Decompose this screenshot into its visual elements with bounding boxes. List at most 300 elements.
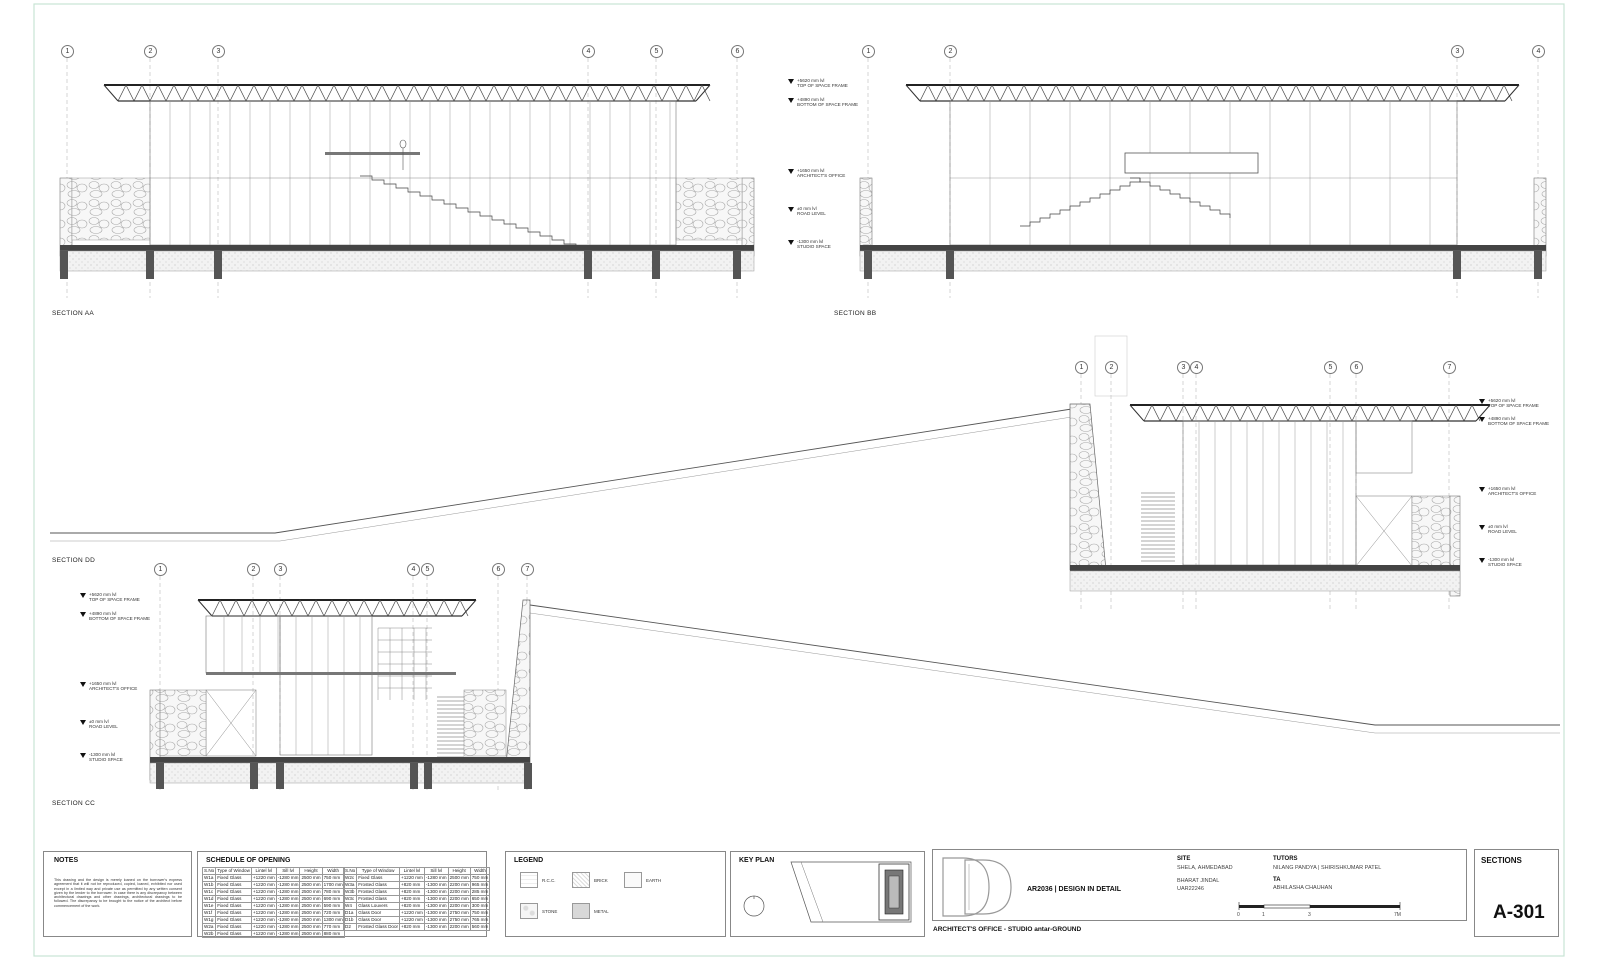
schedule-cell: W1c <box>203 889 216 896</box>
schedule-cell: Frosted Glass <box>357 896 400 903</box>
cc-mullions <box>224 616 278 673</box>
scale-bar <box>1233 898 1433 922</box>
schedule-cell: 2200 mm <box>449 896 469 901</box>
level-marker <box>89 592 140 603</box>
grid-line-3: 3 <box>1177 361 1190 374</box>
keyplan-drawing <box>731 852 924 936</box>
schedule-cell: Fixed Glass <box>216 917 252 924</box>
level-value: -1300 mm lvl <box>797 239 824 244</box>
schedule-cell: -1280 mm <box>277 903 299 908</box>
schedule-header: Sill lvl <box>276 868 300 875</box>
schedule-row <box>203 931 345 938</box>
schedule-cell: -1280 mm <box>277 875 299 880</box>
level-value: ±0 mm lvl <box>1488 524 1508 529</box>
aa-footing <box>146 251 154 279</box>
grid-line-4: 4 <box>1532 45 1545 58</box>
schedule-row <box>203 910 345 917</box>
schedule-cell: W3b <box>344 889 357 896</box>
aa-wall-left <box>60 178 72 256</box>
section-aa-label: SECTION AA <box>52 310 95 317</box>
grid-line-6: 6 <box>1350 361 1363 374</box>
cc-mullions <box>296 616 360 755</box>
sheet-border <box>34 4 1564 956</box>
schedule-header: S.No <box>204 868 215 873</box>
schedule-row <box>344 917 490 924</box>
level-marker <box>797 239 831 250</box>
aa-footing <box>60 251 68 279</box>
level-value: +4890 mm lvl <box>1488 416 1516 421</box>
sheet-number: A-301 <box>1493 902 1545 923</box>
level-name: ROAD LEVEL <box>89 724 118 730</box>
schedule-cell: 2500 mm <box>301 931 321 936</box>
schedule-cell: 2200 mm <box>449 903 469 908</box>
grid-line-1: 1 <box>154 563 167 576</box>
aa-footing <box>733 251 741 279</box>
notes-panel <box>43 851 192 937</box>
dd-window <box>1356 421 1412 473</box>
schedule-row <box>203 896 345 903</box>
aa-stone-right <box>676 178 742 240</box>
legend-stone-swatch <box>520 903 538 919</box>
aa-slab <box>60 245 754 251</box>
keyplan-title: KEY PLAN <box>739 857 775 864</box>
notes-text: This drawing and the design is merely loaned on the borrower's express agreement that it will not be reproduced, copied, loaned, exhibited nor used except in a limited way and private use as permitted by any written consent given by the lender to the borrower. In case there is any discrepancy between architectural drawings and other drawings, architectural drawings to be followed. The discrepancy to be brought to the notice of the architect before commencement of the work. <box>54 878 182 908</box>
dd-stone-right <box>1412 496 1450 566</box>
cc-truss-web <box>212 600 468 616</box>
schedule-cell: +820 mm <box>400 924 425 931</box>
grid-line-2: 2 <box>944 45 957 58</box>
schedule-header: Sill lvl <box>424 868 448 875</box>
grid-line-3: 3 <box>212 45 225 58</box>
level-marker <box>89 752 123 763</box>
schedule-cell: +1220 mm <box>252 896 275 901</box>
grid-line-1: 1 <box>1075 361 1088 374</box>
level-value: +4890 mm lvl <box>797 97 825 102</box>
schedule-row <box>344 889 490 896</box>
ta-value: ABHILASHA CHAUHAN <box>1273 885 1333 891</box>
level-value: ±0 mm lvl <box>89 719 109 724</box>
schedule-cell: 2750 mm <box>449 917 469 922</box>
sheet-title-panel <box>1474 849 1559 937</box>
grid-line-5: 5 <box>421 563 434 576</box>
schedule-header: Height <box>448 868 470 875</box>
schedule-cell: +1220 mm <box>401 875 423 880</box>
scale-7: 7M <box>1394 912 1401 918</box>
aa-foundation <box>60 251 754 271</box>
ta-label: TA <box>1273 877 1281 883</box>
level-marker <box>797 168 845 179</box>
cc-foundation <box>150 763 530 783</box>
level-value: +4890 mm lvl <box>89 611 117 616</box>
schedule-cell: 2500 mm <box>301 896 321 901</box>
aa-footing <box>214 251 222 279</box>
student-id: UAR22246 <box>1177 886 1204 892</box>
schedule-cell: Fixed Glass <box>357 875 400 882</box>
schedule-header: Type of Window <box>357 868 400 875</box>
schedule-cell: Frosted Glass Door <box>358 924 399 929</box>
section-dd-label: SECTION DD <box>52 557 96 564</box>
level-marker <box>89 719 118 730</box>
notes-title: NOTES <box>54 857 79 864</box>
level-value: -1300 mm lvl <box>89 752 116 757</box>
schedule-cell: 300 mm <box>471 903 489 908</box>
grid-line-3: 3 <box>274 563 287 576</box>
schedule-cell: D1b <box>344 917 357 924</box>
level-name: TOP OF SPACE FRAME <box>1488 403 1539 409</box>
aa-stone-left <box>72 178 150 240</box>
title-block <box>932 849 1467 921</box>
level-name: ARCHITECT'S OFFICE <box>89 686 138 692</box>
schedule-cell: W3a <box>344 882 357 889</box>
cc-stone-right <box>464 690 506 756</box>
legend-metal-swatch <box>572 903 590 919</box>
legend-stone-label: STONE <box>542 909 558 914</box>
cc-footing <box>250 763 258 789</box>
schedule-cell: -1280 mm <box>277 917 299 922</box>
schedule-cell: 880 mm <box>322 931 344 938</box>
schedule-cell: -1300 mm <box>425 917 447 922</box>
studio-logo <box>937 852 1027 922</box>
bb-slab <box>860 245 1546 251</box>
cc-footing <box>424 763 432 789</box>
schedule-cell: +1220 mm <box>401 917 423 922</box>
grid-line-2: 2 <box>247 563 260 576</box>
schedule-cell: Glass Louvers <box>357 903 400 910</box>
tutors-value: NILANG PANDYA | SHIRISHKUMAR PATEL <box>1273 865 1382 871</box>
schedule-cell: 590 mm <box>322 903 344 910</box>
aa-footing <box>652 251 660 279</box>
level-value: +1650 mm lvl <box>89 681 117 686</box>
schedule-cell: Fixed Glass <box>216 896 252 903</box>
cc-glazing-frame <box>206 616 280 673</box>
schedule-cell: Fixed Glass <box>216 924 252 931</box>
schedule-cell: W1g <box>203 917 216 924</box>
schedule-cell: 2500 mm <box>301 875 321 880</box>
schedule-header: Lintel lvl <box>251 868 276 875</box>
schedule-cell: 770 mm <box>322 924 344 931</box>
schedule-row <box>344 875 490 882</box>
level-name: ARCHITECT'S OFFICE <box>1488 491 1537 497</box>
grid-line-2: 2 <box>1105 361 1118 374</box>
schedule-cell: Fixed Glass <box>216 903 252 910</box>
schedule-row <box>344 882 490 889</box>
cc-louver-grid <box>378 628 432 700</box>
schedule-cell: D1a <box>344 910 357 917</box>
aa-footing <box>584 251 592 279</box>
schedule-row <box>344 910 490 917</box>
schedule-cell: 285 mm <box>471 889 489 894</box>
level-marker <box>89 611 150 622</box>
schedule-cell: +1220 mm <box>252 917 275 922</box>
grid-line-4: 4 <box>582 45 595 58</box>
cc-terrain <box>530 605 1560 725</box>
schedule-cell: 690 mm <box>322 896 344 903</box>
aa-truss-edge <box>104 85 118 101</box>
level-name: TOP OF SPACE FRAME <box>89 597 140 603</box>
cc-footing <box>156 763 164 789</box>
schedule-cell: 2500 mm <box>449 875 469 880</box>
schedule-cell: -1300 mm <box>425 896 447 901</box>
cc-footing <box>410 763 418 789</box>
schedule-cell: +1220 mm <box>252 931 275 936</box>
scale-3: 3 <box>1308 912 1311 918</box>
project-title: ARCHITECT'S OFFICE - STUDIO antar-GROUND <box>933 926 1082 933</box>
schedule-cell: +1220 mm <box>252 882 275 887</box>
level-name: TOP OF SPACE FRAME <box>797 83 848 89</box>
schedule-header: Height <box>300 868 322 875</box>
level-value: +5620 mm lvl <box>1488 398 1516 403</box>
schedule-cell: -1280 mm <box>277 924 299 929</box>
cc-floor <box>206 672 456 675</box>
schedule-cell: 2500 mm <box>301 889 321 894</box>
schedule-cell: 2500 mm <box>301 924 321 929</box>
grid-line-6: 6 <box>731 45 744 58</box>
schedule-cell: 2200 mm <box>449 924 469 929</box>
cc-footing <box>276 763 284 789</box>
schedule-cell: W1b <box>203 882 216 889</box>
schedule-cell: Glass Door <box>357 910 400 917</box>
schedule-row <box>203 882 345 889</box>
schedule-cell: 2500 mm <box>301 910 321 915</box>
dd-truss-edge <box>1130 405 1144 421</box>
schedule-cell: +1220 mm <box>252 924 275 929</box>
schedule-row <box>344 903 490 910</box>
schedule-cell: W1e <box>203 903 216 910</box>
grid-line-7: 7 <box>521 563 534 576</box>
schedule-cell: W2c <box>344 875 357 882</box>
schedule-header: Lintel lvl <box>400 868 425 875</box>
cc-glazing-frame <box>280 616 372 755</box>
cc-footing <box>524 763 532 789</box>
schedule-cell: -1300 mm <box>425 882 447 887</box>
level-value: +5620 mm lvl <box>89 592 117 597</box>
grid-line-4: 4 <box>407 563 420 576</box>
schedule-cell: +820 mm <box>400 889 425 896</box>
level-name: STUDIO SPACE <box>797 244 831 250</box>
grid-line-5: 5 <box>1324 361 1337 374</box>
cc-truss-edge <box>198 600 212 616</box>
schedule-cell: Frosted Glass <box>357 889 400 896</box>
schedule-cell: Fixed Glass <box>216 889 252 896</box>
schedule-row <box>344 896 490 903</box>
schedule-cell: 765 mm <box>471 917 489 922</box>
bb-stair <box>1020 178 1140 226</box>
schedule-cell: Fixed Glass <box>216 931 252 938</box>
schedule-cell: -1300 mm <box>425 889 447 894</box>
schedule-cell: +1220 mm <box>252 903 275 908</box>
legend-brick-label: BRICK <box>594 878 608 883</box>
schedule-cell: W3c <box>344 896 357 903</box>
keyplan-panel <box>730 851 925 937</box>
aa-stair <box>360 176 576 248</box>
legend-rcc-label: R.C.C. <box>542 878 556 883</box>
dd-retaining-wall <box>1070 404 1106 570</box>
level-value: +1650 mm lvl <box>797 168 825 173</box>
schedule-cell: -1280 mm <box>277 896 299 901</box>
schedule-cell: +820 mm <box>400 882 425 889</box>
site-label: SITE <box>1177 856 1191 862</box>
dd-slab <box>1070 565 1460 571</box>
bb-truss-edge <box>906 85 920 101</box>
schedule-row <box>344 924 490 931</box>
schedule-cell: -1300 mm <box>425 924 447 929</box>
schedule-cell: 560 mm <box>471 924 489 929</box>
schedule-cell: -1280 mm <box>277 931 299 936</box>
level-marker <box>1488 557 1522 568</box>
legend-earth-swatch <box>624 872 642 888</box>
schedule-cell: +1220 mm <box>252 889 275 894</box>
schedule-header: Type of Window <box>217 868 250 873</box>
level-marker <box>1488 486 1536 497</box>
schedule-cell: 750 mm <box>471 875 489 880</box>
schedule-header: S.No <box>345 868 356 873</box>
dd-stair <box>1141 493 1175 561</box>
level-name: STUDIO SPACE <box>1488 562 1522 568</box>
schedule-cell: 750 mm <box>322 875 344 882</box>
level-marker <box>1488 524 1517 535</box>
level-value: +1650 mm lvl <box>1488 486 1516 491</box>
sheet-title: SECTIONS <box>1481 856 1522 865</box>
schedule-header: Width <box>322 868 344 875</box>
aa-mullions <box>170 101 670 245</box>
schedule-cell: 2500 mm <box>301 917 321 922</box>
schedule-cell: -1300 mm <box>425 903 447 908</box>
aa-glazing-frame <box>150 101 676 245</box>
dd-foundation <box>1070 571 1460 591</box>
schedule-cell: D2 <box>344 924 357 931</box>
schedule-cell: +1220 mm <box>252 910 275 915</box>
schedule-cell: Glass Door <box>357 917 400 924</box>
bb-truss-web <box>920 85 1512 101</box>
schedule-cell: Fixed Glass <box>216 875 252 882</box>
student-name: BHARAT JINDAL <box>1177 878 1220 884</box>
level-name: BOTTOM OF SPACE FRAME <box>1488 421 1550 427</box>
bb-wall-right <box>1534 178 1546 256</box>
cc-terrain-lower <box>530 613 1560 733</box>
schedule-cell: W2a <box>203 924 216 931</box>
grid-line-1: 1 <box>61 45 74 58</box>
aa-mezzanine <box>325 152 420 155</box>
schedule-cell: 2750 mm <box>449 910 469 915</box>
schedule-cell: 1700 mm <box>323 882 343 887</box>
schedule-header: Width <box>470 868 490 875</box>
site-value: SHELA, AHMEDABAD <box>1177 865 1233 871</box>
schedule-cell: +820 mm <box>400 896 425 903</box>
schedule-cell: W4 <box>344 903 357 910</box>
legend-metal-label: METAL <box>594 909 609 914</box>
legend-earth-label: EARTH <box>646 878 662 883</box>
aa-human-figure <box>400 140 406 148</box>
schedule-title: SCHEDULE OF OPENING <box>206 857 291 864</box>
legend-brick-swatch <box>572 872 590 888</box>
level-name: ROAD LEVEL <box>797 211 826 217</box>
cc-stone-left <box>158 690 206 756</box>
grid-line-2: 2 <box>144 45 157 58</box>
bb-foundation <box>860 251 1546 271</box>
schedule-cell: 780 mm <box>322 889 344 896</box>
scale-1: 1 <box>1262 912 1265 918</box>
dd-mullions <box>1199 421 1343 565</box>
schedule-row <box>203 917 345 924</box>
schedule-row <box>203 903 345 910</box>
aa-wall-right <box>742 178 754 256</box>
schedule-cell: 750 mm <box>471 910 489 915</box>
schedule-cell: 965 mm <box>471 882 489 887</box>
level-marker <box>797 78 848 89</box>
dd-truss-web <box>1144 405 1480 421</box>
schedule-cell: 2500 mm <box>301 903 321 908</box>
dd-terrain <box>50 408 1078 533</box>
schedule-cell: Fixed Glass <box>216 882 252 889</box>
schedule-cell: W1a <box>203 875 216 882</box>
grid-line-1: 1 <box>862 45 875 58</box>
level-name: STUDIO SPACE <box>89 757 123 763</box>
scale-0: 0 <box>1237 912 1240 918</box>
schedule-cell: 650 mm <box>471 896 489 901</box>
schedule-row <box>203 889 345 896</box>
tutors-label: TUTORS <box>1273 856 1298 862</box>
level-marker <box>1488 416 1549 427</box>
schedule-cell: 2500 mm <box>301 882 321 887</box>
level-name: BOTTOM OF SPACE FRAME <box>89 616 151 622</box>
schedule-cell: +1220 mm <box>252 875 275 880</box>
grid-line-4: 4 <box>1190 361 1203 374</box>
level-value: -1300 mm lvl <box>1488 557 1515 562</box>
bb-stair <box>1130 178 1230 218</box>
course-title: AR2036 | DESIGN IN DETAIL <box>1027 886 1122 893</box>
schedule-cell: W1f <box>203 910 216 917</box>
cc-stair <box>437 697 464 757</box>
bb-footing <box>1534 251 1542 279</box>
schedule-cell: W1d <box>203 896 216 903</box>
bb-truss-edge <box>1505 85 1519 101</box>
schedule-row <box>203 924 345 931</box>
grid-line-3: 3 <box>1451 45 1464 58</box>
cc-retaining-wall <box>506 600 530 764</box>
schedule-cell: Fixed Glass <box>216 910 252 917</box>
cc-slab <box>150 757 530 763</box>
schedule-cell: 2200 mm <box>449 882 469 887</box>
schedule-cell: +1220 mm <box>401 910 423 915</box>
grid-line-5: 5 <box>650 45 663 58</box>
level-name: ARCHITECT'S OFFICE <box>797 173 846 179</box>
level-name: BOTTOM OF SPACE FRAME <box>797 102 859 108</box>
legend-rcc-swatch <box>520 872 538 888</box>
level-marker <box>89 681 137 692</box>
schedule-cell: 2200 mm <box>449 889 469 894</box>
level-value: +5620 mm lvl <box>797 78 825 83</box>
grid-line-7: 7 <box>1443 361 1456 374</box>
schedule-cell: -1280 mm <box>277 889 299 894</box>
schedule-cell: Frosted Glass <box>357 882 400 889</box>
schedule-cell: -1280 mm <box>425 875 447 880</box>
legend-title: LEGEND <box>514 857 544 864</box>
schedule-cell: W2b <box>203 931 216 938</box>
schedule-cell: -1280 mm <box>277 882 299 887</box>
bb-footing <box>1453 251 1461 279</box>
bb-footing <box>864 251 872 279</box>
bb-footing <box>946 251 954 279</box>
bb-wall-left <box>860 178 872 256</box>
dd-terrain-lower <box>50 416 1078 541</box>
schedule-panel <box>197 851 487 937</box>
level-marker <box>797 206 826 217</box>
schedule-cell: 720 mm <box>322 910 344 917</box>
schedule-table-right <box>343 867 490 931</box>
aa-truss-web <box>118 85 710 101</box>
level-marker <box>1488 398 1539 409</box>
section-cc-label: SECTION CC <box>52 800 96 807</box>
